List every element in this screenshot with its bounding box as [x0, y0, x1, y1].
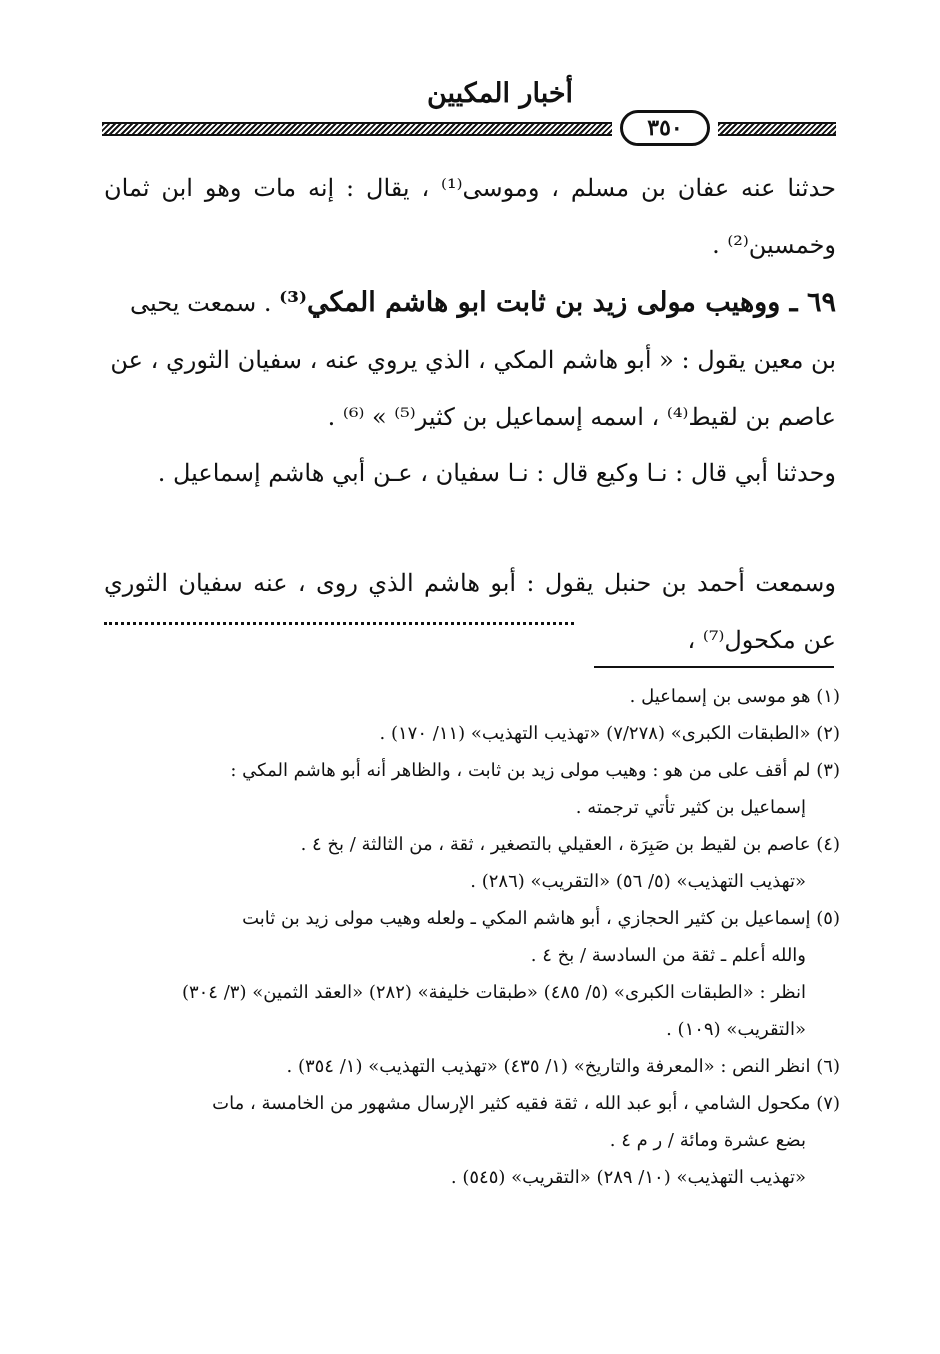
footnote-5-cont: والله أعلم ـ ثقة من السادسة / بخ ٤ . [530, 945, 806, 966]
entry-heading: ٦٩ ـ ووهيب مولى زيد بن ثابت ابو هاشم المكي⁽³⁾ [279, 287, 836, 318]
paragraph-4: وسمعت أحمد بن حنبل يقول : أبو هاشم الذي روى ، عنه سفيان الثوري عن مكحول⁽⁷⁾ ، [104, 569, 836, 654]
footnote-4-cont: «تهذيب التهذيب» (٥/ ٥٦) «التقريب» (٢٨٦) . [470, 871, 806, 892]
paragraph-3: وحدثنا أبي قال : نـا وكيع قال : نـا سفيان ، عـن أبي هاشم إسماعيل . [157, 459, 836, 487]
header-rule-right [718, 122, 836, 136]
footnote-5: (٥) إسماعيل بن كثير الحجازي ، أبو هاشم المكي ـ ولعله وهيب مولى زيد بن ثابت [242, 908, 840, 929]
footnote-5-refs: انظر : «الطبقات الكبرى» (٥/ ٤٨٥) «طبقات خليفة» (٢٨٢) «العقد الثمين» (٣/ ٣٠٤) [181, 982, 806, 1003]
entry-69 [104, 274, 836, 446]
dotted-leader [104, 620, 574, 625]
footnotes [104, 678, 840, 1196]
footnote-2: (٢) «الطبقات الكبرى» (٧/٢٧٨) «تهذيب التهذيب» (١١/ ١٧٠) . [379, 723, 840, 744]
footnote-7-refs: «تهذيب التهذيب» (١٠/ ٢٨٩) «التقريب» (٥٤٥) . [450, 1167, 806, 1188]
footnote-4: (٤) عاصم بن لقيط بن صَبِرَة ، العقيلي بالتصغير ، ثقة ، من الثالثة / بخ ٤ . [300, 834, 840, 855]
footnote-5-refs-cont: «التقريب» (١٠٩) . [666, 1019, 806, 1040]
footnote-7-cont: بضع عشرة ومائة / ر م ٤ . [609, 1130, 806, 1151]
footnote-7: (٧) مكحول الشامي ، أبو عبد الله ، ثقة فقيه كثير الإرسال مشهور من الخامسة ، مات [212, 1093, 840, 1114]
footnote-6: (٦) انظر النص : «المعرفة والتاريخ» (١/ ٤٣٥) «تهذيب التهذيب» (١/ ٣٥٤) . [286, 1056, 840, 1077]
footnote-1: (١) هو موسى بن إسماعيل . [629, 686, 840, 707]
running-title: أخبار المكيين [426, 78, 574, 109]
footnote-3-cont: إسماعيل بن كثير تأتي ترجمته . [575, 797, 806, 818]
footnote-3: (٣) لم أقف على من هو : وهيب مولى زيد بن ثابت ، والظاهر أنه أبو هاشم المكي : [230, 760, 840, 781]
entry-text: . سمعت يحيى بن معين يقول : « أبو هاشم المكي ، الذي يروي عنه ، سفيان الثوري ، عن عاصم بن لقيط⁽⁴⁾ ، اسمه إسماعيل بن كثير⁽⁵⁾ » ⁽⁶⁾ . [110, 289, 836, 431]
page-number: ٣٥٠ [620, 110, 710, 146]
paragraph-1: حدثنا عنه عفان بن مسلم ، وموسى⁽¹⁾ ، يقال : إنه مات وهو ابن ثمان وخمسين⁽²⁾ . [104, 174, 836, 259]
footnote-separator [594, 666, 834, 668]
header-rule-left [102, 122, 612, 136]
